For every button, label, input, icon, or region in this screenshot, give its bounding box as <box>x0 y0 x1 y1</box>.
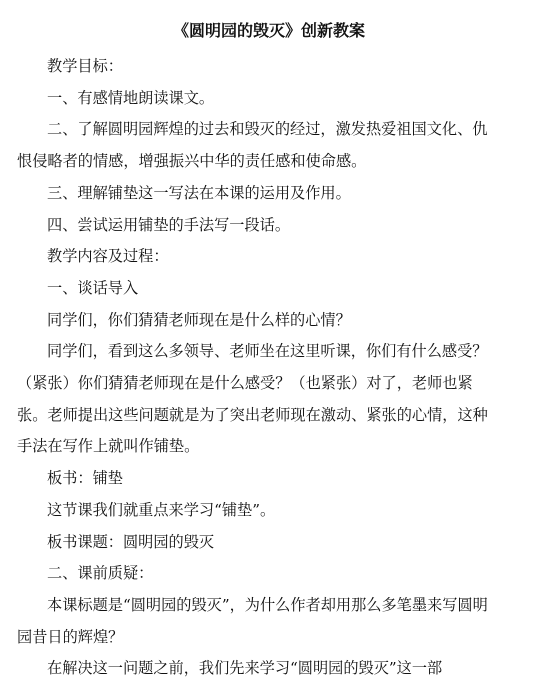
paragraph: 一、有感情地朗读课文。 <box>47 88 215 107</box>
paragraph: 教学目标： <box>47 57 123 75</box>
paragraph: 三、理解铺垫这一写法在本课的运用及作用。 <box>47 183 351 202</box>
paragraph: 教学内容及过程： <box>47 247 169 266</box>
paragraph: 二、课前质疑： <box>47 564 154 583</box>
paragraph: 板书课题：圆明园的毁灭 <box>47 532 215 551</box>
paragraph: 板书：铺垫 <box>47 469 123 488</box>
document-body <box>17 51 497 682</box>
paragraph: 一、谈话导入 <box>47 278 139 297</box>
paragraph: 二、了解圆明园辉煌的过去和毁灭的经过，激发热爱祖国文化、仇恨侵略者的情感，增强振兴中华的责任感和使命感。 <box>17 120 488 171</box>
document-title: 《圆明园的毁灭》创新教案 <box>172 21 365 40</box>
paragraph: 这节课我们就重点来学习“铺垫”。 <box>47 500 276 519</box>
paragraph: 本课标题是“圆明园的毁灭”，为什么作者却用那么多笔墨来写圆明园昔日的辉煌？ <box>17 595 488 646</box>
paragraph: 在解决这一问题之前，我们先来学习“圆明园的毁灭”这一部 <box>47 659 443 678</box>
paragraph: 四、尝试运用铺垫的手法写一段话。 <box>47 215 290 234</box>
paragraph: 同学们，你们猜猜老师现在是什么样的心情？ <box>47 310 351 329</box>
cropped-header-decoration <box>0 0 538 4</box>
paragraph: 同学们，看到这么多领导、老师坐在这里听课，你们有什么感受？（紧张）你们猜猜老师现在是什么感受？（也紧张）对了，老师也紧张。老师提出这些问题就是为了突出老师现在激动、紧张的心情，这种手法在写作上就叫作铺垫。 <box>17 342 488 456</box>
